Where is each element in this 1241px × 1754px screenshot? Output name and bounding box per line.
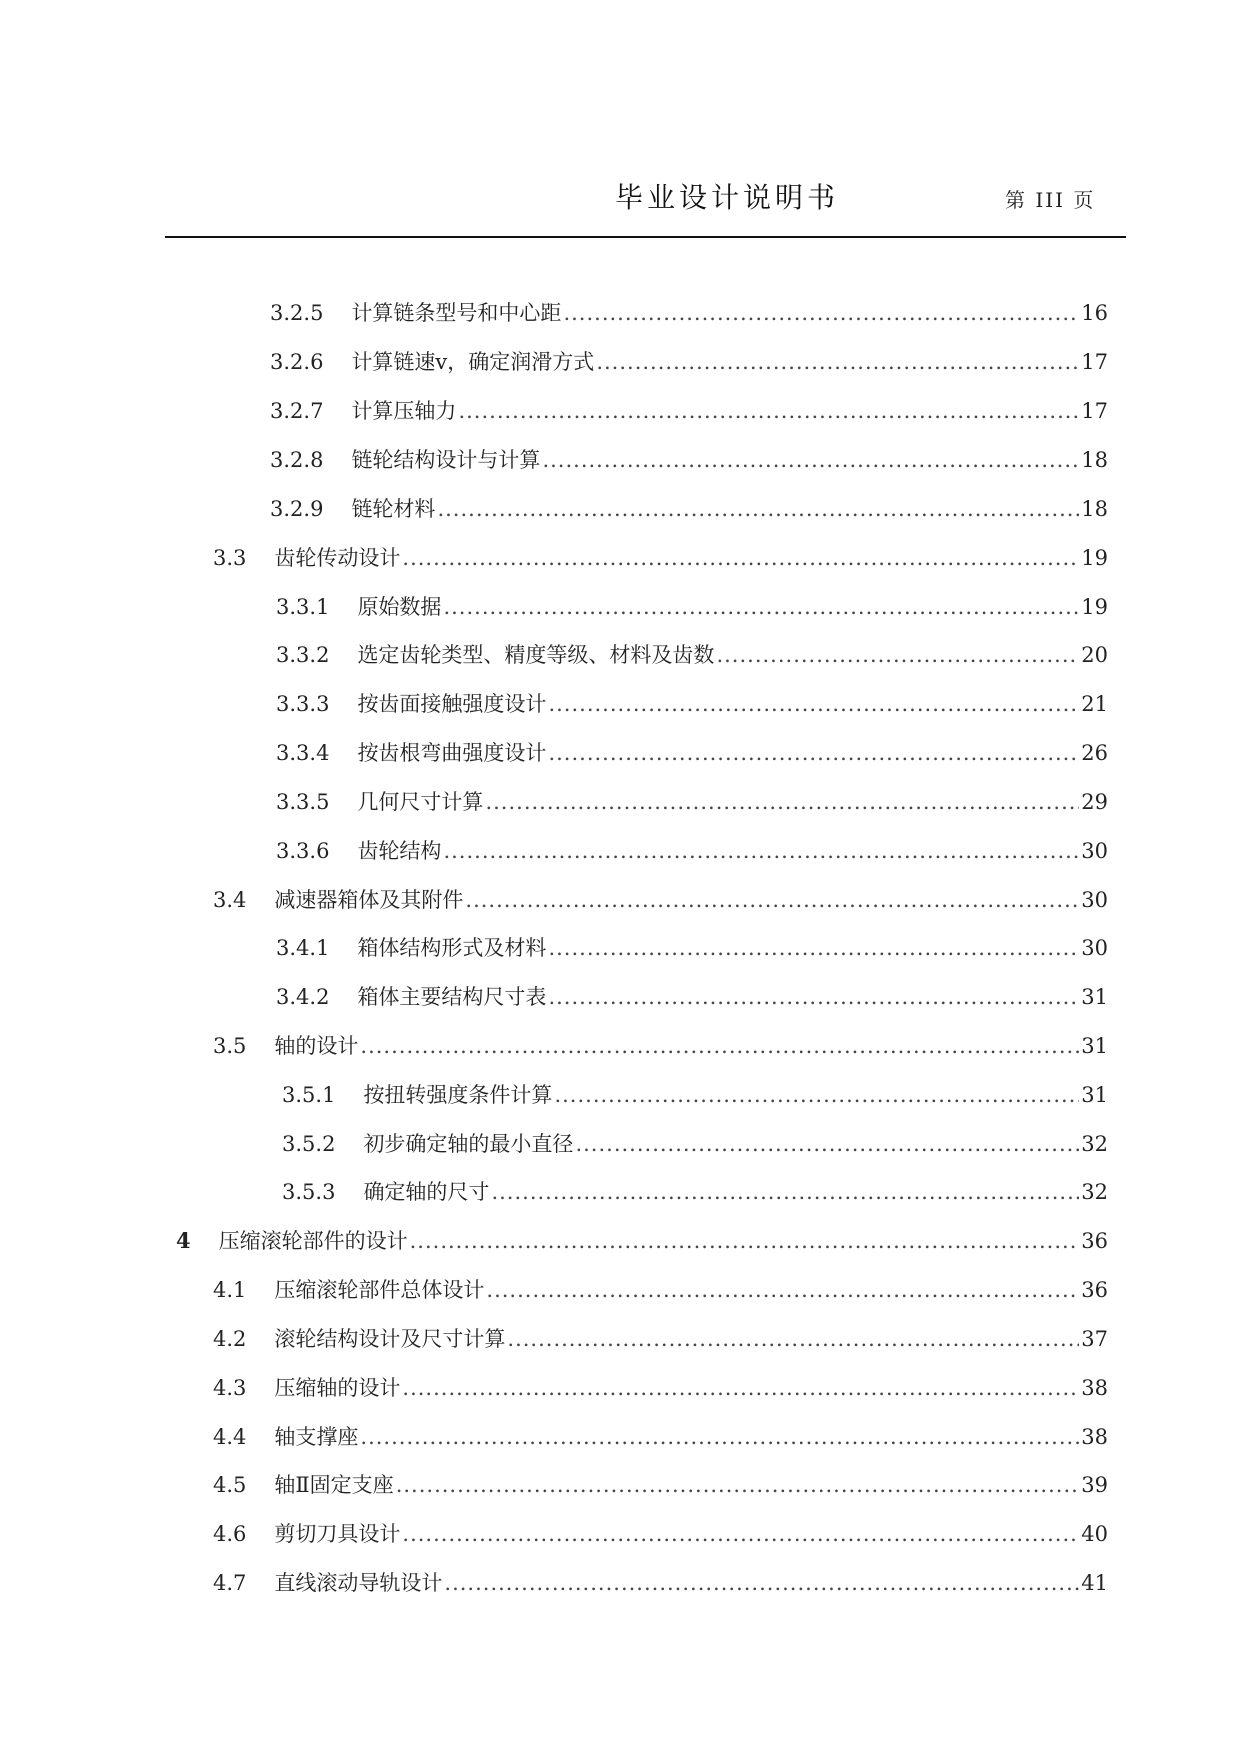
toc-entry-title: 轴支撑座 <box>274 1425 359 1449</box>
toc-entry-title: 减速器箱体及其附件 <box>274 888 464 912</box>
toc-entry[interactable] <box>213 1029 1108 1063</box>
toc-entry[interactable] <box>270 394 1108 428</box>
toc-entry-page: 17 <box>1081 350 1108 374</box>
toc-entry-title: 压缩滚轮部件的设计 <box>218 1229 408 1253</box>
toc-entry[interactable] <box>276 931 1108 965</box>
toc-entry-page: 40 <box>1081 1522 1108 1546</box>
toc-entry-page: 30 <box>1081 839 1108 863</box>
toc-entry[interactable] <box>270 443 1108 477</box>
toc-entry[interactable] <box>213 1468 1108 1502</box>
toc-entry-title: 轴的设计 <box>274 1034 359 1058</box>
toc-entry[interactable] <box>276 638 1108 672</box>
toc-entry-title: 初步确定轴的最小直径 <box>363 1132 574 1156</box>
toc-leader-dots <box>444 1566 1079 1600</box>
toc-entry[interactable] <box>213 883 1108 917</box>
toc-entry-number: 4.5 <box>213 1473 247 1497</box>
toc-entry-title: 轴Ⅱ固定支座 <box>274 1473 394 1497</box>
toc-leader-dots <box>360 1420 1079 1454</box>
toc-leader-dots <box>443 590 1079 624</box>
toc-entry-number: 3.5.3 <box>282 1180 336 1204</box>
toc-entry-page: 41 <box>1081 1571 1108 1595</box>
toc-entry-title: 链轮结构设计与计算 <box>351 448 541 472</box>
toc-entry-page: 19 <box>1081 546 1108 570</box>
toc-entry[interactable] <box>213 1371 1108 1405</box>
toc-entry-number: 4.7 <box>213 1571 247 1595</box>
toc-entry[interactable] <box>213 1322 1108 1356</box>
toc-entry-number: 4.2 <box>213 1327 247 1351</box>
toc-entry-page: 19 <box>1081 595 1108 619</box>
toc-entry-page: 18 <box>1081 448 1108 472</box>
toc-leader-dots <box>360 1029 1079 1063</box>
toc-entry-page: 31 <box>1081 1083 1108 1107</box>
toc-entry-title: 计算链条型号和中心距 <box>351 301 562 325</box>
toc-entry-title: 剪切刀具设计 <box>274 1522 401 1546</box>
toc-entry-page: 36 <box>1081 1229 1108 1253</box>
toc-entry-number: 4.3 <box>213 1376 247 1400</box>
toc-leader-dots <box>548 931 1079 965</box>
toc-entry-title: 按齿根弯曲强度设计 <box>357 741 547 765</box>
toc-entry-number: 3.2.9 <box>270 497 324 521</box>
toc-entry-title: 箱体结构形式及材料 <box>357 936 547 960</box>
toc-entry-page: 17 <box>1081 399 1108 423</box>
toc-entry-title: 确定轴的尺寸 <box>363 1180 490 1204</box>
toc-leader-dots <box>402 1371 1079 1405</box>
toc-entry[interactable] <box>282 1175 1108 1209</box>
toc-entry-page: 29 <box>1081 790 1108 814</box>
toc-leader-dots <box>491 1175 1079 1209</box>
toc-entry-number: 4.6 <box>213 1522 247 1546</box>
toc-entry-page: 38 <box>1081 1425 1108 1449</box>
toc-leader-dots <box>410 1224 1080 1258</box>
toc-entry-number: 3.3 <box>213 546 247 570</box>
toc-entry-title: 齿轮结构 <box>357 839 442 863</box>
toc-leader-dots <box>486 1273 1079 1307</box>
toc-entry-page: 37 <box>1081 1327 1108 1351</box>
toc-entry-number: 3.5 <box>213 1034 247 1058</box>
toc-entry-title: 计算压轴力 <box>351 399 457 423</box>
toc-entry-page: 26 <box>1081 741 1108 765</box>
toc-leader-dots <box>396 1468 1080 1502</box>
toc-entry-page: 38 <box>1081 1376 1108 1400</box>
toc-leader-dots <box>437 492 1079 526</box>
toc-entry-number: 3.2.6 <box>270 350 324 374</box>
toc-leader-dots <box>542 443 1079 477</box>
toc-entry[interactable] <box>213 541 1108 575</box>
toc-entry[interactable] <box>213 1273 1108 1307</box>
toc-entry[interactable] <box>276 736 1108 770</box>
toc-entry[interactable] <box>176 1224 1108 1258</box>
toc-leader-dots <box>402 1517 1079 1551</box>
toc-entry-number: 3.4.1 <box>276 936 330 960</box>
toc-entry-number: 4.4 <box>213 1425 247 1449</box>
toc-entry[interactable] <box>270 345 1108 379</box>
toc-entry[interactable] <box>276 980 1108 1014</box>
toc-entry-number: 3.3.1 <box>276 595 330 619</box>
toc-entry-number: 3.5.2 <box>282 1132 336 1156</box>
toc-entry-title: 直线滚动导轨设计 <box>274 1571 443 1595</box>
toc-entry-title: 压缩轴的设计 <box>274 1376 401 1400</box>
toc-leader-dots <box>465 883 1079 917</box>
toc-entry-title: 按扭转强度条件计算 <box>363 1083 553 1107</box>
toc-leader-dots <box>554 1078 1079 1112</box>
toc-leader-dots <box>548 980 1079 1014</box>
toc-entry[interactable] <box>270 492 1108 526</box>
toc-entry-page: 36 <box>1081 1278 1108 1302</box>
toc-leader-dots <box>548 736 1079 770</box>
toc-entry-title: 按齿面接触强度设计 <box>357 692 547 716</box>
toc-entry-title: 箱体主要结构尺寸表 <box>357 985 547 1009</box>
toc-entry-page: 30 <box>1081 888 1108 912</box>
toc-entry-number: 3.4.2 <box>276 985 330 1009</box>
toc-entry-number: 4 <box>176 1228 191 1253</box>
toc-entry-title: 压缩滚轮部件总体设计 <box>274 1278 485 1302</box>
page-number-label: 第 III 页 <box>1005 188 1096 212</box>
toc-entry-number: 3.3.6 <box>276 839 330 863</box>
toc-entry-page: 16 <box>1081 301 1108 325</box>
toc-entry[interactable] <box>282 1078 1108 1112</box>
toc-entry-number: 3.3.3 <box>276 692 330 716</box>
toc-entry-title: 计算链速v，确定润滑方式 <box>351 350 595 374</box>
toc-leader-dots <box>507 1322 1079 1356</box>
toc-entry-number: 3.3.2 <box>276 643 330 667</box>
toc-entry-number: 3.2.5 <box>270 301 324 325</box>
toc-entry-page: 20 <box>1081 643 1108 667</box>
toc-entry-title: 几何尺寸计算 <box>357 790 484 814</box>
toc-entry[interactable] <box>270 296 1108 330</box>
toc-entry-page: 21 <box>1081 692 1108 716</box>
toc-entry-page: 30 <box>1081 936 1108 960</box>
toc-entry-page: 31 <box>1081 985 1108 1009</box>
toc-leader-dots <box>548 687 1079 721</box>
toc-entry-number: 3.5.1 <box>282 1083 336 1107</box>
toc-entry[interactable] <box>276 687 1108 721</box>
toc-entry-number: 3.3.4 <box>276 741 330 765</box>
toc-entry-page: 31 <box>1081 1034 1108 1058</box>
toc-entry-page: 18 <box>1081 497 1108 521</box>
toc-leader-dots <box>575 1127 1079 1161</box>
toc-entry[interactable] <box>276 590 1108 624</box>
toc-entry-number: 3.2.8 <box>270 448 324 472</box>
toc-entry-page: 32 <box>1081 1180 1108 1204</box>
toc-entry-number: 4.1 <box>213 1278 247 1302</box>
toc-leader-dots <box>596 345 1079 379</box>
toc-entry-number: 3.4 <box>213 888 247 912</box>
toc-entry-title: 原始数据 <box>357 595 442 619</box>
toc-leader-dots <box>485 785 1079 819</box>
toc-entry-page: 32 <box>1081 1132 1108 1156</box>
toc-entry-title: 滚轮结构设计及尺寸计算 <box>274 1327 506 1351</box>
toc-leader-dots <box>563 296 1079 330</box>
toc-entry-number: 3.3.5 <box>276 790 330 814</box>
toc-entry[interactable] <box>213 1517 1108 1551</box>
toc-leader-dots <box>716 638 1079 672</box>
toc-entry[interactable] <box>213 1420 1108 1454</box>
toc-entry-number: 3.2.7 <box>270 399 324 423</box>
toc-entry[interactable] <box>276 834 1108 868</box>
toc-entry[interactable] <box>282 1127 1108 1161</box>
toc-entry[interactable] <box>276 785 1108 819</box>
toc-leader-dots <box>458 394 1079 428</box>
toc-leader-dots <box>402 541 1079 575</box>
toc-entry-page: 39 <box>1081 1473 1108 1497</box>
toc-entry-title: 齿轮传动设计 <box>274 546 401 570</box>
document-title: 毕业设计说明书 <box>615 181 840 214</box>
header-divider <box>165 236 1126 238</box>
toc-entry-title: 选定齿轮类型、精度等级、材料及齿数 <box>357 643 715 667</box>
toc-entry[interactable] <box>213 1566 1108 1600</box>
toc-leader-dots <box>443 834 1079 868</box>
toc-entry-title: 链轮材料 <box>351 497 436 521</box>
